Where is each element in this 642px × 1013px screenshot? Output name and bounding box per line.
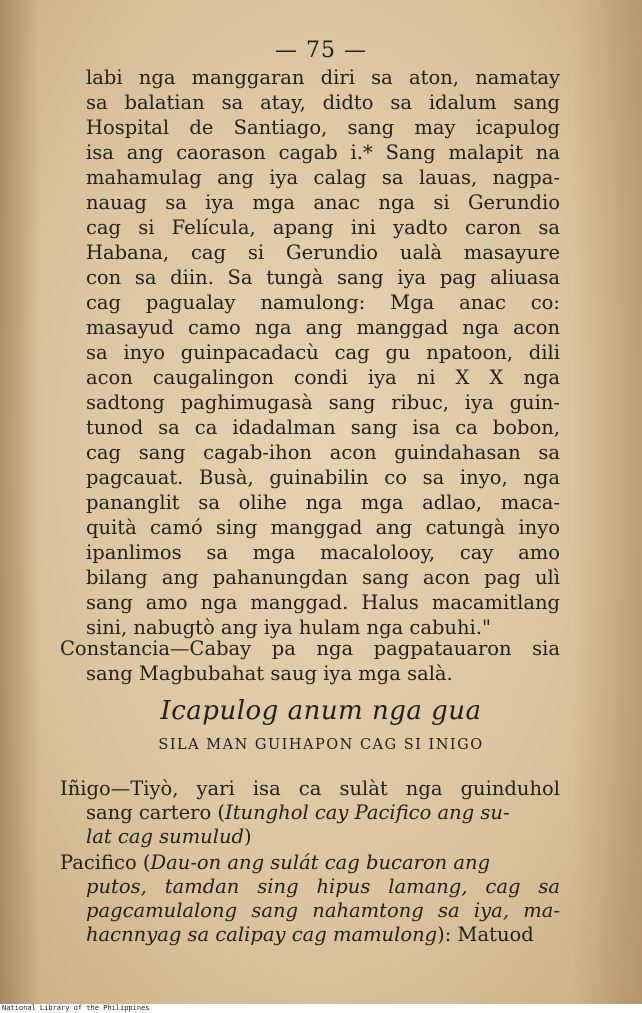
text-line: con sa diin. Sa tungà sang iya pag aliuasa [86,266,560,289]
text-line: putos, tamdan sing hipus lamang, cag sa [86,875,560,898]
text-line: sa balatian sa atay, didto sa idalum sang [86,91,560,114]
text-line: cag sang cagab-ihon acon guindahasan sa [86,441,560,464]
text-line: tunod sa ca idadalman sang isa ca bobon, [86,416,560,439]
text-line: isa ang caorason cagab i.* Sang malapit na [86,141,560,164]
scene-heading: Icapulog anum nga gua [160,696,482,726]
scene-cast: SILA MAN GUIHAPON CAG SI INIGO [158,737,484,753]
text-line: pagcauat. Busà, guinabilin co sa inyo, nga [86,466,560,489]
text-line: Habana, cag si Gerundio ualà masayure [86,241,560,264]
text-line: sini, nabugtò ang iya hulam nga cabuhi." [86,616,491,639]
text-line: nauag sa iya mga anac nga si Gerundio [86,191,560,214]
text-line: bilang ang pahanungdan sang acon pag ulì [86,566,560,589]
archive-footer: National Library of the Philippines [2,1004,150,1012]
text-line: sang amo nga manggad. Halus macamitlang [86,591,560,614]
text-line: cag pagualay namulong: Mga anac co: [86,291,560,314]
speaker-line-constancia: Constancia—Cabay pa nga pagpatauaron sia [60,637,560,660]
text-line: masayud camo nga ang manggad nga acon [86,316,560,339]
text-line: acon caugalingon condi iya ni X X nga [86,366,560,389]
speaker-line-inigo: Iñigo—Tiyò, yari isa ca sulàt nga guinduhol [60,777,560,800]
text-line: lat cag sumulud) [86,825,252,848]
text-line: labi nga manggaran diri sa aton, namatay [86,66,560,89]
text-line: sang Magbubahat saug iya mga salà. [86,662,453,685]
text-line: pananglit sa olihe nga mga adlao, maca- [86,491,560,514]
text-line: hacnnyag sa calipay cag mamulong): Matuod [86,923,534,946]
text-line: quità camó sing manggad ang catungà inyo [86,516,560,539]
text-line: ipanlimos sa mga macalolooy, cay amo [86,541,560,564]
page-number: — 75 — [275,38,367,63]
text-line: sang cartero (Itunghol cay Pacifico ang su- [86,801,510,824]
text-line: Hospital de Santiago, sang may icapulog [86,116,560,139]
text-line: sa inyo guinpacadacù cag gu npatoon, dili [86,341,560,364]
text-line: pagcamulalong sang nahamtong sa iya, ma- [86,899,560,922]
text-line: sadtong paghimugasà sang ribuc, iya guin- [86,391,560,414]
text-line: cag si Felícula, apang ini yadto caron sa [86,216,560,239]
text-line: mahamulag ang iya calag sa lauas, nagpa- [86,166,560,189]
speaker-line-pacifico: Pacifico (Dau-on ang sulát cag bucaron ang [60,851,491,874]
